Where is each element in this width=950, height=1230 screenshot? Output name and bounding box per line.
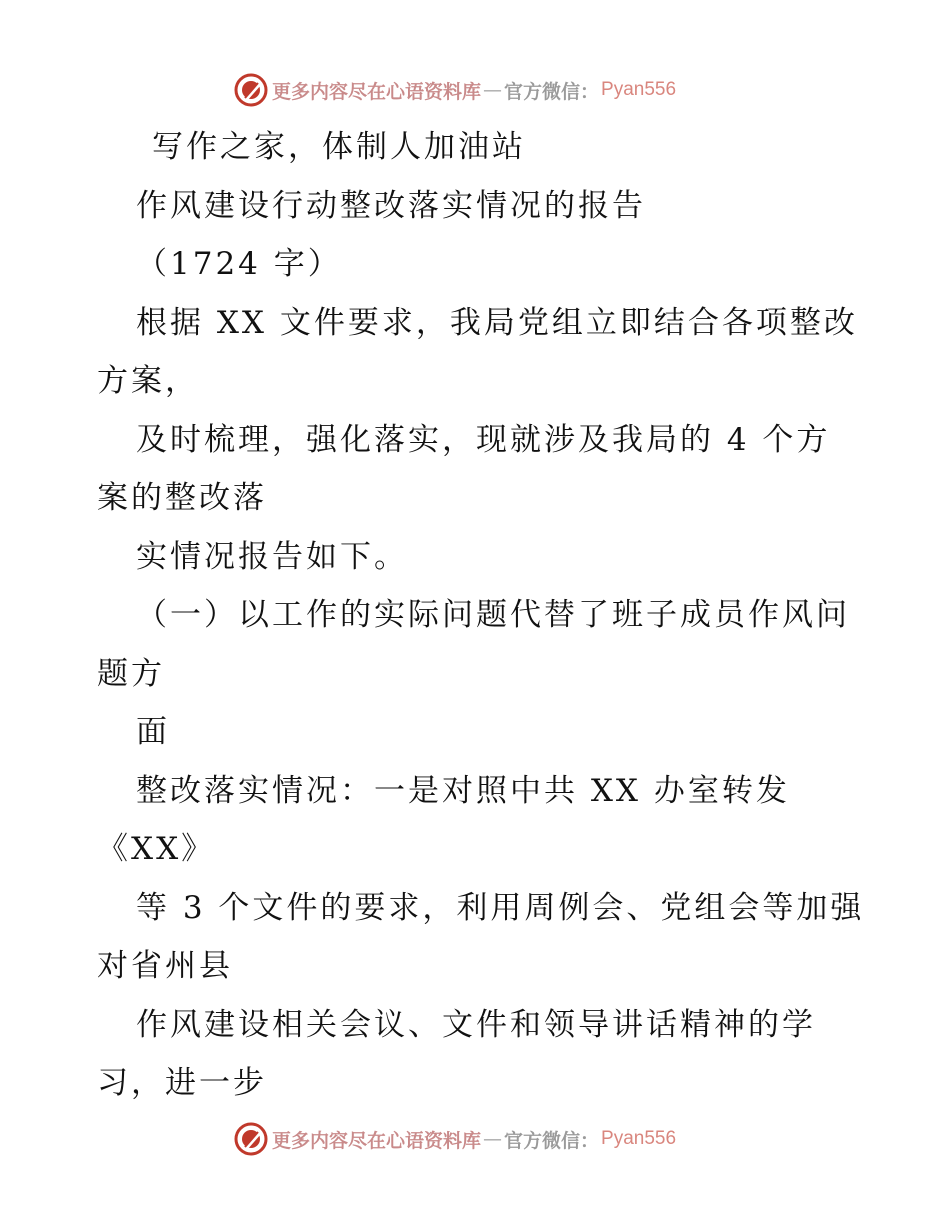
pen-logo-icon [234, 1122, 268, 1156]
doc-line-11: 面 [136, 714, 170, 750]
pen-logo-icon [234, 73, 268, 107]
doc-line-15: 对省州县 [97, 948, 233, 984]
doc-line-8: 实情况报告如下。 [136, 539, 408, 575]
doc-line-5: 方案， [97, 363, 199, 399]
doc-line-6: 及时梳理，强化落实，现就涉及我局的 4 个方 [136, 422, 831, 458]
doc-line-4: 根据 XX 文件要求，我局党组立即结合各项整改 [136, 305, 858, 341]
doc-line-12: 整改落实情况：一是对照中共 XX 办室转发 [136, 773, 790, 809]
doc-line-1: 写作之家，体制人加油站 [152, 129, 526, 165]
footer-banner[interactable] [234, 1119, 676, 1159]
banner-wechat-label: 官方微信： [504, 1129, 600, 1152]
banner-dash: — [483, 1128, 503, 1150]
doc-line-16: 作风建设相关会议、文件和领导讲话精神的学 [136, 1007, 816, 1043]
banner-site-text: 更多内容尽在心语资料库 [272, 1129, 482, 1152]
doc-line-13: 《XX》 [97, 831, 216, 867]
doc-line-14: 等 3 个文件的要求，利用周例会、党组会等加强 [136, 890, 865, 926]
doc-line-17: 习，进一步 [97, 1065, 267, 1101]
doc-line-7: 案的整改落 [97, 480, 267, 516]
banner-dash: — [483, 79, 503, 101]
doc-line-9: （一）以工作的实际问题代替了班子成员作风问 [136, 597, 850, 633]
banner-wechat-label: 官方微信： [504, 80, 600, 103]
banner-wechat-id: Pyan556 [601, 79, 677, 100]
doc-line-3: （1724 字） [136, 246, 342, 282]
doc-line-2: 作风建设行动整改落实情况的报告 [136, 188, 646, 224]
banner-wechat-id: Pyan556 [601, 1128, 677, 1149]
doc-line-10: 题方 [97, 656, 165, 692]
header-banner[interactable] [234, 70, 676, 110]
banner-site-text: 更多内容尽在心语资料库 [272, 80, 482, 103]
